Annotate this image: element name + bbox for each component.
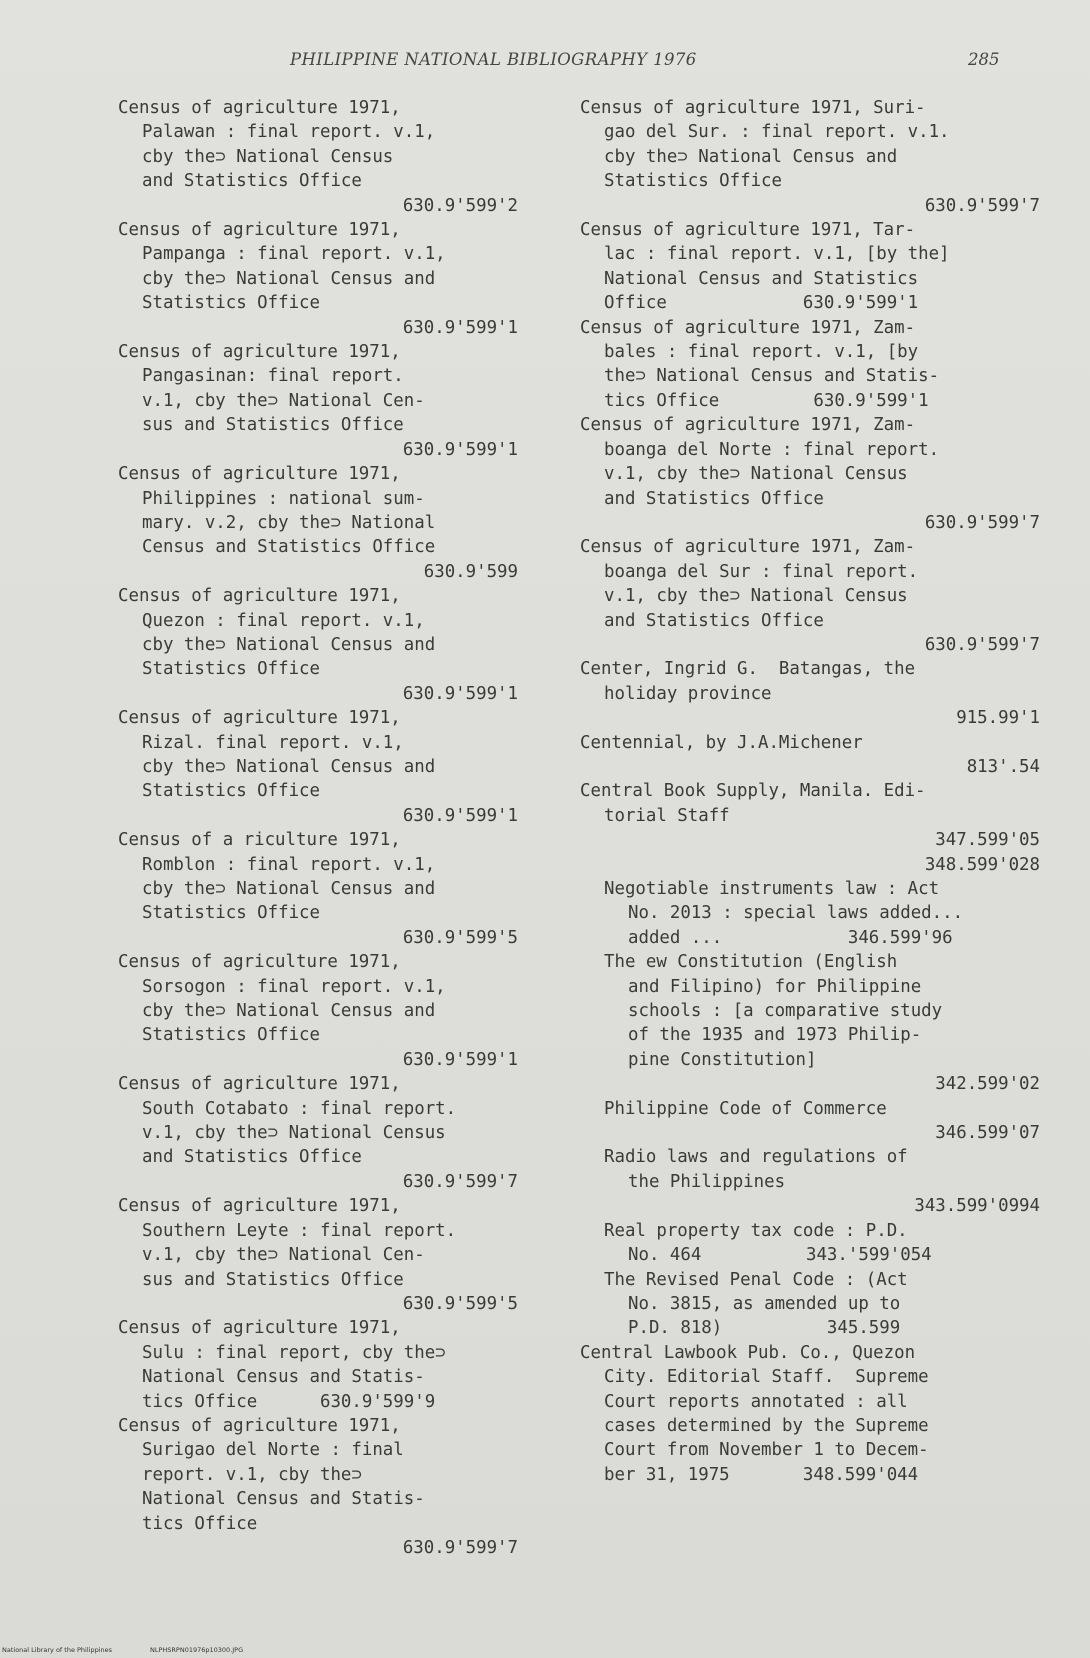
entry-line: cby the⊃ National Census and [604, 146, 898, 167]
entry-line: Office 630.9'599'1 [604, 293, 919, 314]
right-column [580, 96, 1040, 1487]
entry-line: boanga del Sur : final report. [604, 561, 919, 582]
entry-line: Sulu : final report, cby the⊃ [142, 1342, 446, 1363]
bibliography-entry [580, 779, 1040, 877]
call-number: 630.9'599'7 [924, 195, 1040, 216]
entry-line: Southern Leyte : final report. [142, 1220, 457, 1241]
entry-line: v.1, cby the⊃ National Cen- [142, 390, 425, 411]
call-number: 630.9'599'2 [402, 195, 518, 216]
call-number: 630.9'599'7 [924, 634, 1040, 655]
entry-line: cby the⊃ National Census and [142, 756, 436, 777]
scan-footer [0, 1646, 1090, 1656]
entry-line: cby the⊃ National Census and [142, 634, 436, 655]
entry-line: Surigao del Norte : final [142, 1440, 404, 1461]
entry-line: Pampanga : final report. v.1, [142, 244, 446, 265]
entry-line: P.D. 818) 345.599 [628, 1318, 901, 1339]
entry-line: Census of agriculture 1971, Zam- [580, 317, 916, 338]
entry-line: National Census and Statis- [142, 1489, 425, 1510]
entry-line: No. 3815, as amended up to [628, 1293, 901, 1314]
call-number: 630.9'599'5 [402, 927, 518, 948]
bibliography-entry [580, 218, 1040, 316]
entry-line: sus and Statistics Office [142, 415, 404, 436]
entry-line: Centennial, by J.A.Michener [580, 732, 863, 753]
entry-line: Census of agriculture 1971, Tar- [580, 220, 916, 241]
bibliography-entry [580, 1097, 1040, 1146]
entry-line: Census and Statistics Office [142, 537, 436, 558]
entry-line: City. Editorial Staff. Supreme [604, 1367, 929, 1388]
entry-line: Romblon : final report. v.1, [142, 854, 436, 875]
entry-line: Statistics Office [142, 903, 320, 924]
entry-line: cby the⊃ National Census [142, 146, 394, 167]
entry-line: holiday province [604, 683, 772, 704]
entry-line: mary. v.2, cby the⊃ National [142, 512, 436, 533]
entry-line: Census of a riculture 1971, [118, 830, 401, 851]
entry-line: added ... 346.599'96 [628, 927, 953, 948]
entry-line: lac : final report. v.1, [by the] [604, 244, 950, 265]
entry-line: Negotiable instruments law : Act [604, 879, 940, 899]
call-number: 630.9'599'1 [402, 805, 518, 826]
entry-line: tics Office 630.9'599'1 [604, 390, 929, 411]
entry-line: Quezon : final report. v.1, [142, 610, 425, 631]
bibliography-entry [580, 1145, 1040, 1218]
entry-line: cases determined by the Supreme [604, 1415, 929, 1436]
call-number: 347.599'05 [935, 830, 1040, 851]
entry-line: National Census and Statis- [142, 1367, 425, 1388]
bibliography-entry [118, 462, 518, 584]
entry-line: No. 2013 : special laws added... [628, 903, 964, 924]
call-number: 630.9'599'1 [402, 439, 518, 460]
bibliography-entry [118, 1072, 518, 1194]
bibliography-entry [118, 1316, 518, 1414]
bibliography-entry [580, 731, 1040, 780]
entry-line: tics Office 630.9'599'9 [142, 1391, 436, 1412]
bibliography-entry [118, 1414, 518, 1560]
entry-line: and Statistics Office [604, 610, 824, 631]
entry-line: v.1, cby the⊃ National Cen- [142, 1245, 425, 1266]
entry-line: gao del Sur. : final report. v.1. [604, 122, 950, 143]
entry-line: the Philippines [628, 1171, 786, 1192]
entry-line: National Census and Statistics [604, 268, 919, 289]
entry-line: Census of agriculture 1971, [118, 1318, 401, 1339]
entry-line: Rizal. final report. v.1, [142, 732, 404, 753]
entry-line: and Statistics Office [142, 171, 362, 192]
entry-line: Palawan : final report. v.1, [142, 122, 436, 143]
entry-line: Census of agriculture 1971, [118, 98, 401, 118]
entry-line: Statistics Office [604, 171, 782, 192]
entry-line: Court reports annotated : all [604, 1391, 908, 1412]
entry-line: Census of agriculture 1971, [118, 464, 401, 485]
bibliography-entry [580, 657, 1040, 730]
entry-line: Sorsogon : final report. v.1, [142, 976, 446, 997]
entry-line: torial Staff [604, 805, 730, 826]
entry-line: Court from November 1 to Decem- [604, 1440, 929, 1461]
entry-line: pine Constitution] [628, 1049, 817, 1070]
entry-line: Census of agriculture 1971, [118, 1415, 401, 1436]
bibliography-entry [580, 535, 1040, 657]
entry-line: v.1, cby the⊃ National Census [142, 1123, 446, 1144]
bibliography-entry [118, 584, 518, 706]
call-number: 630.9'599'5 [402, 1293, 518, 1314]
left-column [118, 96, 518, 1560]
entry-line: Center, Ingrid G. Batangas, the [580, 659, 916, 680]
entry-line: Central Lawbook Pub. Co., Quezon [580, 1342, 916, 1363]
entry-line: v.1, cby the⊃ National Census [604, 586, 908, 607]
entry-line: South Cotabato : final report. [142, 1098, 457, 1119]
bibliography-entry [118, 218, 518, 340]
entry-line: No. 464 343.'599'054 [628, 1245, 932, 1266]
entry-line: Census of agriculture 1971, [118, 342, 401, 363]
call-number: 630.9'599'1 [402, 1049, 518, 1070]
bibliography-entry [580, 1341, 1040, 1487]
entry-line: and Filipino) for Philippine [628, 976, 922, 997]
bibliography-entry [118, 950, 518, 1072]
bibliography-entry [118, 706, 518, 828]
entry-line: Statistics Office [142, 1025, 320, 1046]
footer-filename: NLPHSRPN01976p10300.JPG [150, 1646, 244, 1654]
entry-line: cby the⊃ National Census and [142, 1001, 436, 1022]
entry-line: Census of agriculture 1971, Zam- [580, 537, 916, 558]
entry-line: Statistics Office [142, 781, 320, 802]
entry-line: Real property tax code : P.D. [604, 1220, 908, 1241]
call-number: 630.9'599'1 [402, 683, 518, 704]
entry-line: Statistics Office [142, 659, 320, 680]
entry-line: Census of agriculture 1971, [118, 952, 401, 973]
entry-line: cby the⊃ National Census and [142, 268, 436, 289]
entry-line: Philippine Code of Commerce [604, 1098, 887, 1119]
call-number: 630.9'599'1 [402, 317, 518, 338]
entry-line: Statistics Office [142, 293, 320, 314]
call-number: 346.599'07 [935, 1123, 1040, 1144]
call-number: 630.9'599'7 [924, 512, 1040, 533]
bibliography-entry [580, 316, 1040, 414]
call-number: 630.9'599 [423, 561, 518, 582]
bibliography-entry [118, 1194, 518, 1316]
entry-line: Pangasinan: final report. [142, 366, 404, 387]
bibliography-entry [118, 340, 518, 462]
call-number: 343.599'0994 [914, 1196, 1040, 1217]
entry-line: The ew Constitution (English [604, 952, 898, 973]
bibliography-entry [580, 1219, 1040, 1268]
running-title: PHILIPPINE NATIONAL BIBLIOGRAPHY 1976 [290, 50, 697, 69]
entry-line: cby the⊃ National Census and [142, 879, 436, 899]
entry-line: v.1, cby the⊃ National Census [604, 464, 908, 485]
entry-line: the⊃ National Census and Statis- [604, 366, 940, 387]
page-number: 285 [968, 50, 1000, 69]
bibliography-entry [580, 96, 1040, 218]
entry-line: Radio laws and regulations of [604, 1147, 908, 1168]
bibliography-entry [118, 96, 518, 218]
entry-line: and Statistics Office [604, 488, 824, 509]
bibliography-entry [580, 950, 1040, 1096]
entry-line: The Revised Penal Code : (Act [604, 1269, 908, 1290]
bibliography-entry [118, 828, 518, 950]
entry-line: and Statistics Office [142, 1147, 362, 1168]
entry-line: Census of agriculture 1971, [118, 586, 401, 607]
call-number: 630.9'599'7 [402, 1537, 518, 1558]
entry-line: boanga del Norte : final report. [604, 439, 940, 460]
entry-line: Census of agriculture 1971, Zam- [580, 415, 916, 436]
entry-line: Census of agriculture 1971, [118, 1196, 401, 1217]
bibliography-entry [580, 413, 1040, 535]
call-number: 813'.54 [966, 756, 1040, 777]
entry-line: bales : final report. v.1, [by [604, 342, 919, 363]
entry-line: Philippines : national sum- [142, 488, 425, 509]
call-number: 915.99'1 [956, 708, 1040, 729]
entry-line: Census of agriculture 1971, [118, 1074, 401, 1095]
entry-line: of the 1935 and 1973 Philip- [628, 1025, 922, 1046]
call-number: 630.9'599'7 [402, 1171, 518, 1192]
page-header [0, 50, 1090, 74]
entry-line: Census of agriculture 1971, [118, 220, 401, 241]
call-number: 342.599'02 [935, 1074, 1040, 1095]
bibliography-entry [580, 877, 1040, 950]
bibliography-entry [580, 1268, 1040, 1341]
entry-line: Census of agriculture 1971, Suri- [580, 98, 926, 118]
entry-line: ber 31, 1975 348.599'044 [604, 1464, 919, 1485]
entry-line: sus and Statistics Office [142, 1269, 404, 1290]
entry-line: Census of agriculture 1971, [118, 708, 401, 729]
entry-line: schools : [a comparative study [628, 1001, 943, 1022]
entry-line: tics Office [142, 1513, 258, 1534]
entry-line: report. v.1, cby the⊃ [142, 1464, 362, 1485]
footer-library: National Library of the Philippines [2, 1646, 113, 1654]
entry-line: Central Book Supply, Manila. Edi- [580, 781, 926, 802]
call-number: 348.599'028 [924, 854, 1040, 875]
